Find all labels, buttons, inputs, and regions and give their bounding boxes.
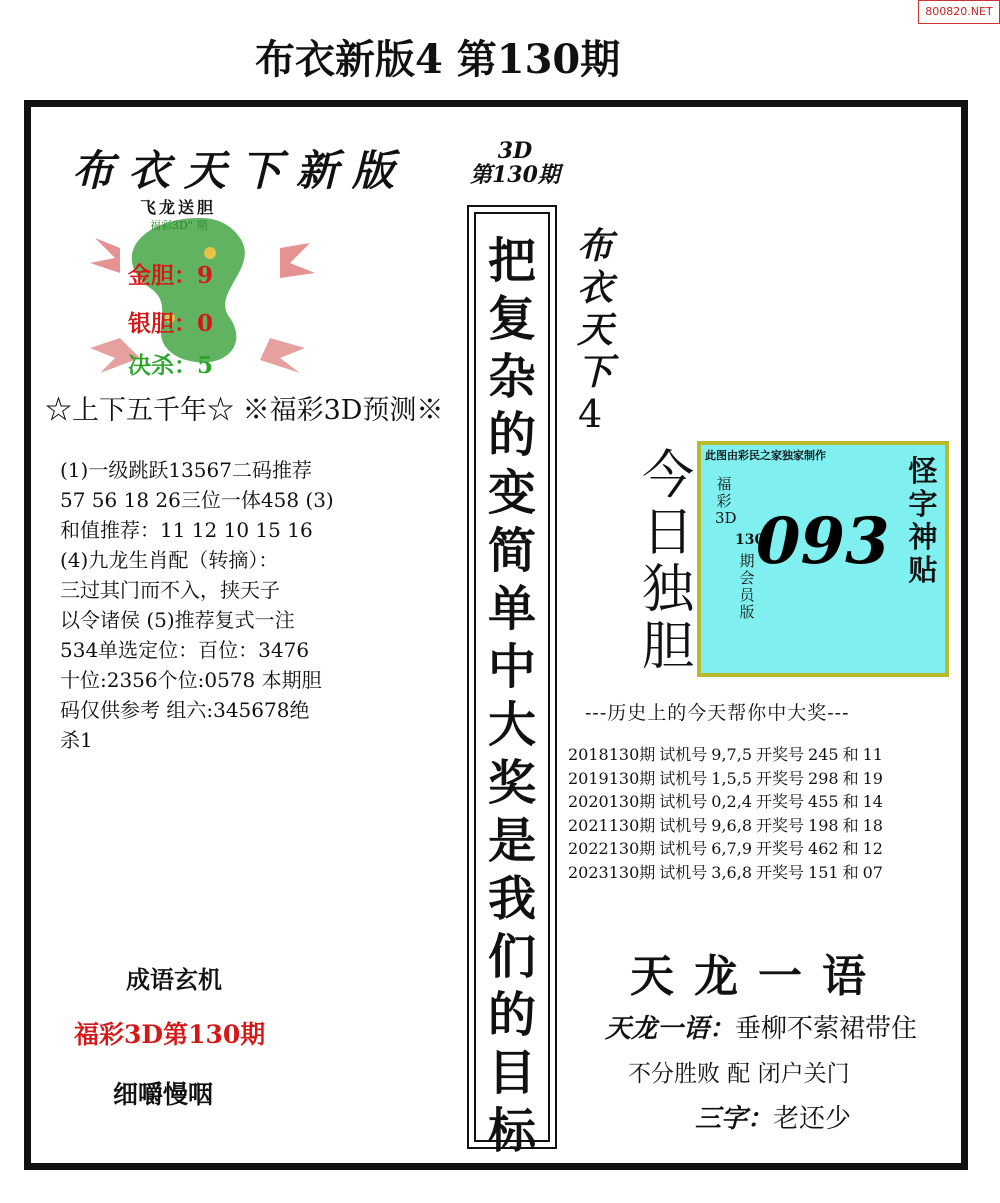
brand-vertical <box>570 225 620 393</box>
today-char: 独 <box>641 560 694 620</box>
sum-value: 19 <box>862 768 883 788</box>
banner-char: 变 <box>487 465 536 521</box>
tianlong-text: 垂柳不萦裙带住 <box>735 1014 918 1044</box>
trial-label: 试机号 <box>659 792 708 811</box>
trial-label: 试机号 <box>659 839 708 858</box>
banner-char: 的 <box>487 987 536 1043</box>
trial-label: 试机号 <box>659 862 708 882</box>
kill-number <box>128 347 213 380</box>
trial-number: 1,5,5 <box>711 768 752 788</box>
banner-char: 是 <box>487 813 536 869</box>
brand-char: 下 <box>576 351 613 393</box>
idiom-answer: 细嚼慢咽 <box>113 1080 214 1109</box>
banner-char: 杂 <box>487 349 536 405</box>
tianlong-pairing: 不分胜败 配 闭户关门 <box>628 1061 850 1087</box>
history-row <box>568 743 887 767</box>
panel-issue: 130 <box>735 532 765 548</box>
panel-member-char: 员 <box>739 586 755 604</box>
draw-number: 151 <box>808 862 839 882</box>
history-issue: 2019130期 <box>568 768 656 788</box>
panel-lottery-label <box>715 475 737 527</box>
history-title: ---历史上的今天帮你中大奖--- <box>585 702 850 724</box>
history-issue: 2022130期 <box>568 839 656 858</box>
sanzi-label: 三字： <box>695 1104 774 1134</box>
history-row <box>568 767 887 791</box>
gold-value: 9 <box>197 262 214 289</box>
tianlong-label: 天龙一语： <box>605 1014 736 1044</box>
panel-lottery-char: 福 <box>716 475 732 493</box>
sum-label: 和 <box>842 768 859 788</box>
vertical-banner-inner <box>474 212 550 1159</box>
panel-member-char: 版 <box>739 603 755 621</box>
today-char: 今 <box>641 446 694 506</box>
brand-char: 布 <box>576 225 613 267</box>
history-list <box>568 743 887 884</box>
sum-value: 18 <box>862 815 883 835</box>
kill-label: 决杀： <box>128 352 197 379</box>
tianlong-line <box>605 1008 917 1045</box>
slogan: ☆上下五千年☆ ※福彩3D预测※ <box>45 395 444 426</box>
history-row <box>568 861 887 885</box>
sum-label: 和 <box>842 792 859 811</box>
silver-label: 银胆： <box>128 310 197 337</box>
banner-char: 目 <box>487 1045 536 1101</box>
sum-value: 14 <box>862 792 883 811</box>
panel-member-char: 期 <box>739 552 755 570</box>
history-issue: 2018130期 <box>568 745 656 764</box>
sanzi-text: 老还少 <box>773 1104 852 1134</box>
trial-number: 9,7,5 <box>711 745 752 764</box>
draw-number: 245 <box>808 745 839 764</box>
history-issue: 2021130期 <box>568 815 656 835</box>
banner-char: 中 <box>487 639 536 695</box>
banner-char: 标 <box>487 1103 536 1159</box>
panel-member-char: 会 <box>739 569 755 587</box>
panel-credit: 此图由彩民之家独家制作 <box>705 449 826 462</box>
page-title: 布衣新版4 第130期 <box>220 25 780 95</box>
draw-label: 开奖号 <box>756 815 805 835</box>
issue-label <box>470 140 560 188</box>
sum-value: 07 <box>862 862 883 882</box>
draw-number: 455 <box>808 792 839 811</box>
silver-dan <box>128 305 213 338</box>
guai-char: 怪 <box>908 454 938 488</box>
banner-char: 奖 <box>487 755 536 811</box>
idiom-issue: 福彩3D第130期 <box>74 1020 266 1049</box>
history-row <box>568 790 887 814</box>
sum-value: 12 <box>862 839 883 858</box>
brand-number: 4 <box>578 392 603 436</box>
draw-label: 开奖号 <box>756 792 805 811</box>
sum-label: 和 <box>842 815 859 835</box>
history-row <box>568 837 887 861</box>
dragon-sub: 福彩3D" 期 <box>150 219 208 232</box>
panel-lottery-char: 3D <box>715 509 737 527</box>
idiom-title: 成语玄机 <box>126 965 222 994</box>
banner-char: 简 <box>487 523 536 579</box>
silver-value: 0 <box>197 310 214 337</box>
trial-number: 6,7,9 <box>711 839 752 858</box>
issue-top: 3D <box>497 138 533 164</box>
guai-char: 神 <box>908 520 938 554</box>
trial-label: 试机号 <box>659 768 708 788</box>
sum-label: 和 <box>842 839 859 858</box>
draw-number: 198 <box>808 815 839 835</box>
sum-value: 11 <box>862 745 883 764</box>
trial-number: 0,2,4 <box>711 792 752 811</box>
history-row <box>568 814 887 838</box>
trial-number: 9,6,8 <box>711 815 752 835</box>
panel-lottery-char: 彩 <box>716 492 732 510</box>
today-dan-label <box>638 448 698 676</box>
guai-zi-label <box>905 455 941 587</box>
draw-number: 298 <box>808 768 839 788</box>
vertical-banner <box>467 205 557 1159</box>
trial-label: 试机号 <box>659 815 708 835</box>
trial-number: 3,6,8 <box>711 862 752 882</box>
guai-char: 贴 <box>908 553 938 587</box>
draw-label: 开奖号 <box>756 745 805 764</box>
recommendation-text: (1)一级跳跃13567二码推荐 57 56 18 26三位一体458 (3) 和值推荐：11 12 10 15 16 (4)九龙生肖配（转摘）： 三过其门而不入，挟天子 以令诸侯 (5)推荐复式一注 534单选定位：百位：3476 十位:2356个位:0578 本期胆 码仅供参考 组六:345678绝 杀1 <box>60 458 334 752</box>
today-char: 日 <box>641 503 694 563</box>
history-issue: 2023130期 <box>568 862 656 882</box>
banner-char: 复 <box>487 291 536 347</box>
kill-value: 5 <box>197 352 214 379</box>
banner-char: 单 <box>487 581 536 637</box>
history-issue: 2020130期 <box>568 792 656 811</box>
draw-label: 开奖号 <box>756 862 805 882</box>
guai-char: 字 <box>908 487 938 521</box>
brand-char: 天 <box>576 309 613 351</box>
draw-label: 开奖号 <box>756 839 805 858</box>
draw-number: 462 <box>808 839 839 858</box>
sum-label: 和 <box>842 745 859 764</box>
site-watermark: 800820.NET <box>918 0 1000 24</box>
dragon-header: 飞龙送胆 <box>140 198 217 217</box>
trial-label: 试机号 <box>659 745 708 764</box>
handwritten-text: 093 <box>756 504 890 579</box>
banner-char: 们 <box>487 929 536 985</box>
draw-label: 开奖号 <box>756 768 805 788</box>
brand-title: 布衣天下新版 <box>72 146 409 195</box>
gold-dan <box>128 257 213 290</box>
banner-char: 的 <box>487 407 536 463</box>
sum-label: 和 <box>842 862 859 882</box>
today-char: 胆 <box>641 617 694 677</box>
brand-char: 衣 <box>576 267 613 309</box>
handwritten-number <box>752 495 892 585</box>
banner-char: 我 <box>487 871 536 927</box>
sanzi-line <box>695 1098 851 1135</box>
tianlong-title: 天龙一语 <box>630 951 886 1002</box>
issue-bottom: 第130期 <box>470 162 560 188</box>
banner-char: 大 <box>487 697 536 753</box>
gold-label: 金胆： <box>128 262 197 289</box>
banner-char: 把 <box>487 233 536 289</box>
